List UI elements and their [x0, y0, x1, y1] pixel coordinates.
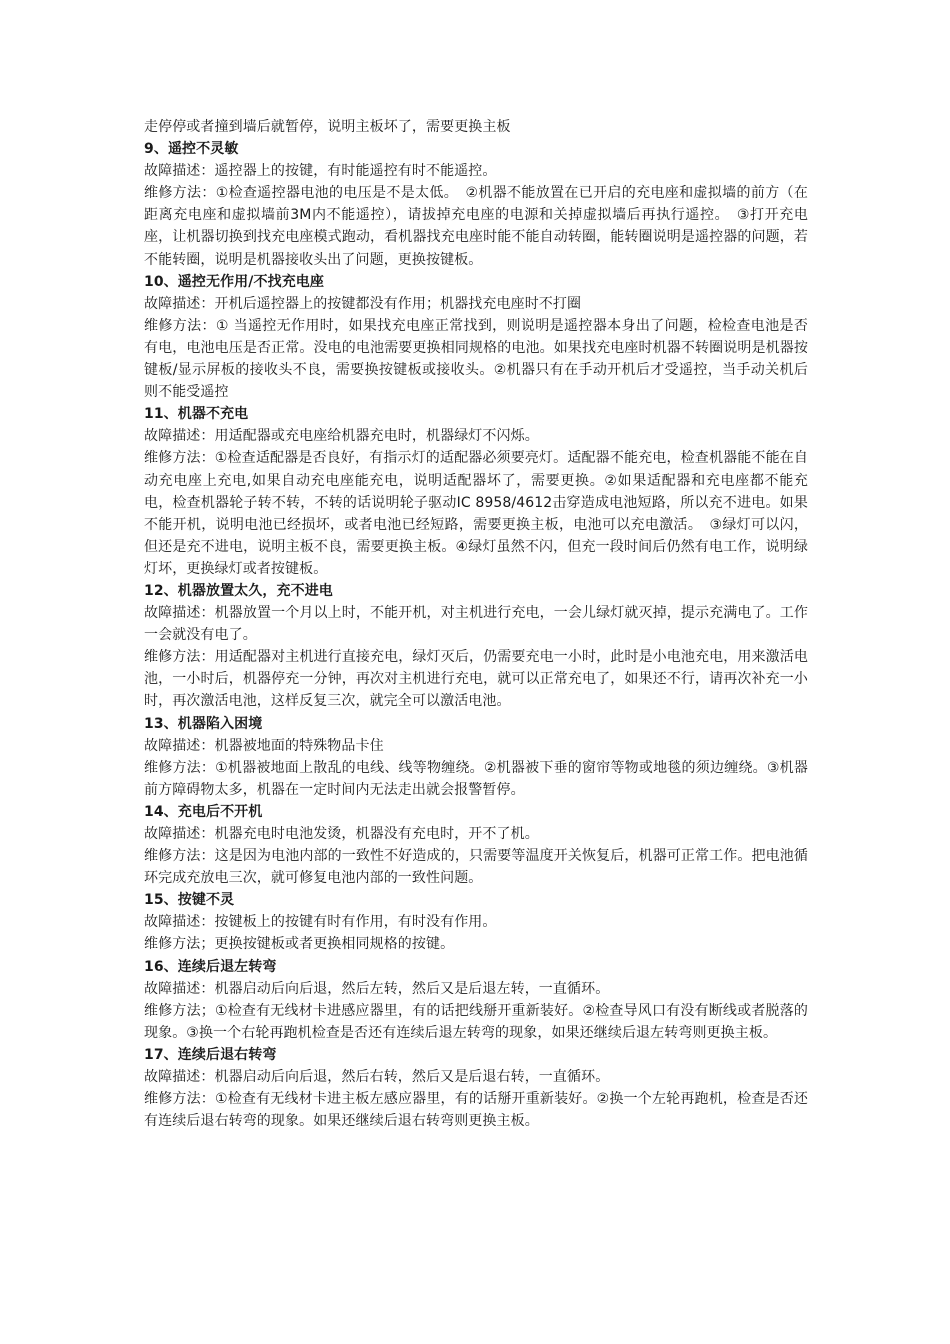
fault-description: 故障描述：按键板上的按键有时有作用，有时没有作用。 [144, 914, 497, 931]
section-12 [144, 580, 808, 713]
intro-paragraph: 走停停或者撞到墙后就暂停，说明主板坏了，需要更换主板 [144, 119, 511, 135]
fault-description: 故障描述：机器被地面的特殊物品卡住 [144, 737, 384, 754]
section-14 [144, 801, 808, 889]
section-15 [144, 889, 808, 955]
fault-description: 故障描述：机器充电时电池发烫，机器没有充电时，开不了机。 [144, 826, 539, 842]
section-title: 16、连续后退左转弯 [144, 958, 277, 975]
section-17 [144, 1044, 808, 1132]
section-10 [144, 271, 808, 404]
fault-description: 故障描述：机器启动后向后退，然后右转，然后又是后退右转，一直循环。 [144, 1069, 610, 1086]
repair-method: 维修方法：① 当遥控无作用时，如果找充电座正常找到，则说明是遥控器本身出了问题，检检查电池是否有电，电池电压是否正常。没电的电池需要更换相同规格的电池。如果找充电座时机器不转圈说明是机器按键板/显示屏板的接收头不良，需要换按键板或接收头。②机器只有在手动开机后才受遥控，当手动关机后则不能受遥控 [144, 317, 808, 401]
section-title: 11、机器不充电 [144, 406, 249, 423]
repair-method: 维修方法：①机器被地面上散乱的电线、线等物缠绕。②机器被下垂的窗帘等物或地毯的须边缠绕。③机器前方障碍物太多，机器在一定时间内无法走出就会报警暂停。 [144, 759, 808, 798]
repair-method: 维修方法：这是因为电池内部的一致性不好造成的，只需要等温度开关恢复后，机器可正常工作。把电池循环完成充放电三次，就可修复电池内部的一致性问题。 [144, 848, 808, 887]
section-title: 14、充电后不开机 [144, 803, 263, 820]
fault-description: 故障描述：机器放置一个月以上时，不能开机，对主机进行充电，一会儿绿灯就灭掉，提示充满电了。工作 一会就没有电了。 [144, 605, 808, 644]
section-title: 9、遥控不灵敏 [144, 141, 239, 158]
section-title: 10、遥控无作用/不找充电座 [144, 273, 324, 290]
section-16 [144, 956, 808, 1044]
section-title: 13、机器陷入困境 [144, 715, 263, 732]
section-9 [144, 138, 808, 271]
repair-method: 维修方法；①检查有无线材卡进感应器里，有的话把线掰开重新装好。②检查导风口有没有断线或者脱落的现象。③换一个右轮再跑机检查是否还有连续后退左转弯的现象，如果还继续后退左转弯则更换主板。 [144, 1002, 808, 1041]
repair-method: 维修方法：①检查有无线材卡进主板左感应器里，有的话掰开重新装好。②换一个左轮再跑机，检查是否还有连续后退右转弯的现象。如果还继续后退右转弯则更换主板。 [144, 1091, 808, 1130]
fault-description: 故障描述：用适配器或充电座给机器充电时，机器绿灯不闪烁。 [144, 428, 539, 445]
repair-method: 维修方法：①检查遥控器电池的电压是不是太低。 ②机器不能放置在已开启的充电座和虚拟墙的前方（在距离充电座和虚拟墙前3M内不能遥控），请拔掉充电座的电源和关掉虚拟墙后再执行遥控。 ③打开充电座，让机器切换到找充电座模式跑动，看机器找充电座时能不能自动转圈，能转圈说明是遥控器的问题，若不能转圈，说明是机器接收头出了问题，更换按键板。 [144, 185, 808, 268]
fault-description: 故障描述：机器启动后向后退，然后左转，然后又是后退左转，一直循环。 [144, 980, 610, 997]
document-page [144, 116, 808, 1132]
repair-method: 维修方法：用适配器对主机进行直接充电，绿灯灭后，仍需要充电一小时，此时是小电池充电，用来激活电池，一小时后，机器停充一分钟，再次对主机进行充电，就可以正常充电了，如果还不行，请再次补充一小时，再次激活电池，这样反复三次，就完全可以激活电池。 [144, 649, 808, 710]
section-title: 17、连续后退右转弯 [144, 1046, 277, 1063]
fault-description: 故障描述：遥控器上的按键，有时能遥控有时不能遥控。 [144, 163, 497, 180]
section-title: 12、机器放置太久，充不进电 [144, 582, 333, 599]
section-11 [144, 403, 808, 580]
repair-method: 维修方法；更换按键板或者更换相同规格的按键。 [144, 936, 455, 953]
fault-description: 故障描述：开机后遥控器上的按键都没有作用；机器找充电座时不打圈 [144, 295, 582, 312]
section-title: 15、按键不灵 [144, 892, 235, 909]
repair-method: 维修方法：①检查适配器是否良好，有指示灯的适配器必须要亮灯。适配器不能充电，检查机器能不能在自动充电座上充电,如果自动充电座能充电，说明适配器坏了，需要更换。②如果适配器和充电座都不能充电，检查机器轮子转不转，不转的话说明轮子驱动IC 8958/4612击穿造成电池短路，所以充不进电。如果不能开机，说明电池已经损坏，或者电池已经短路，需要更换主板，电池可以充电激活。 ③绿灯可以闪，但还是充不进电，说明主板不良，需要更换主板。④绿灯虽然不闪，但充一段时间后仍然有电工作，说明绿灯坏，更换绿灯或者按键板。 [144, 450, 808, 577]
section-13 [144, 713, 808, 801]
